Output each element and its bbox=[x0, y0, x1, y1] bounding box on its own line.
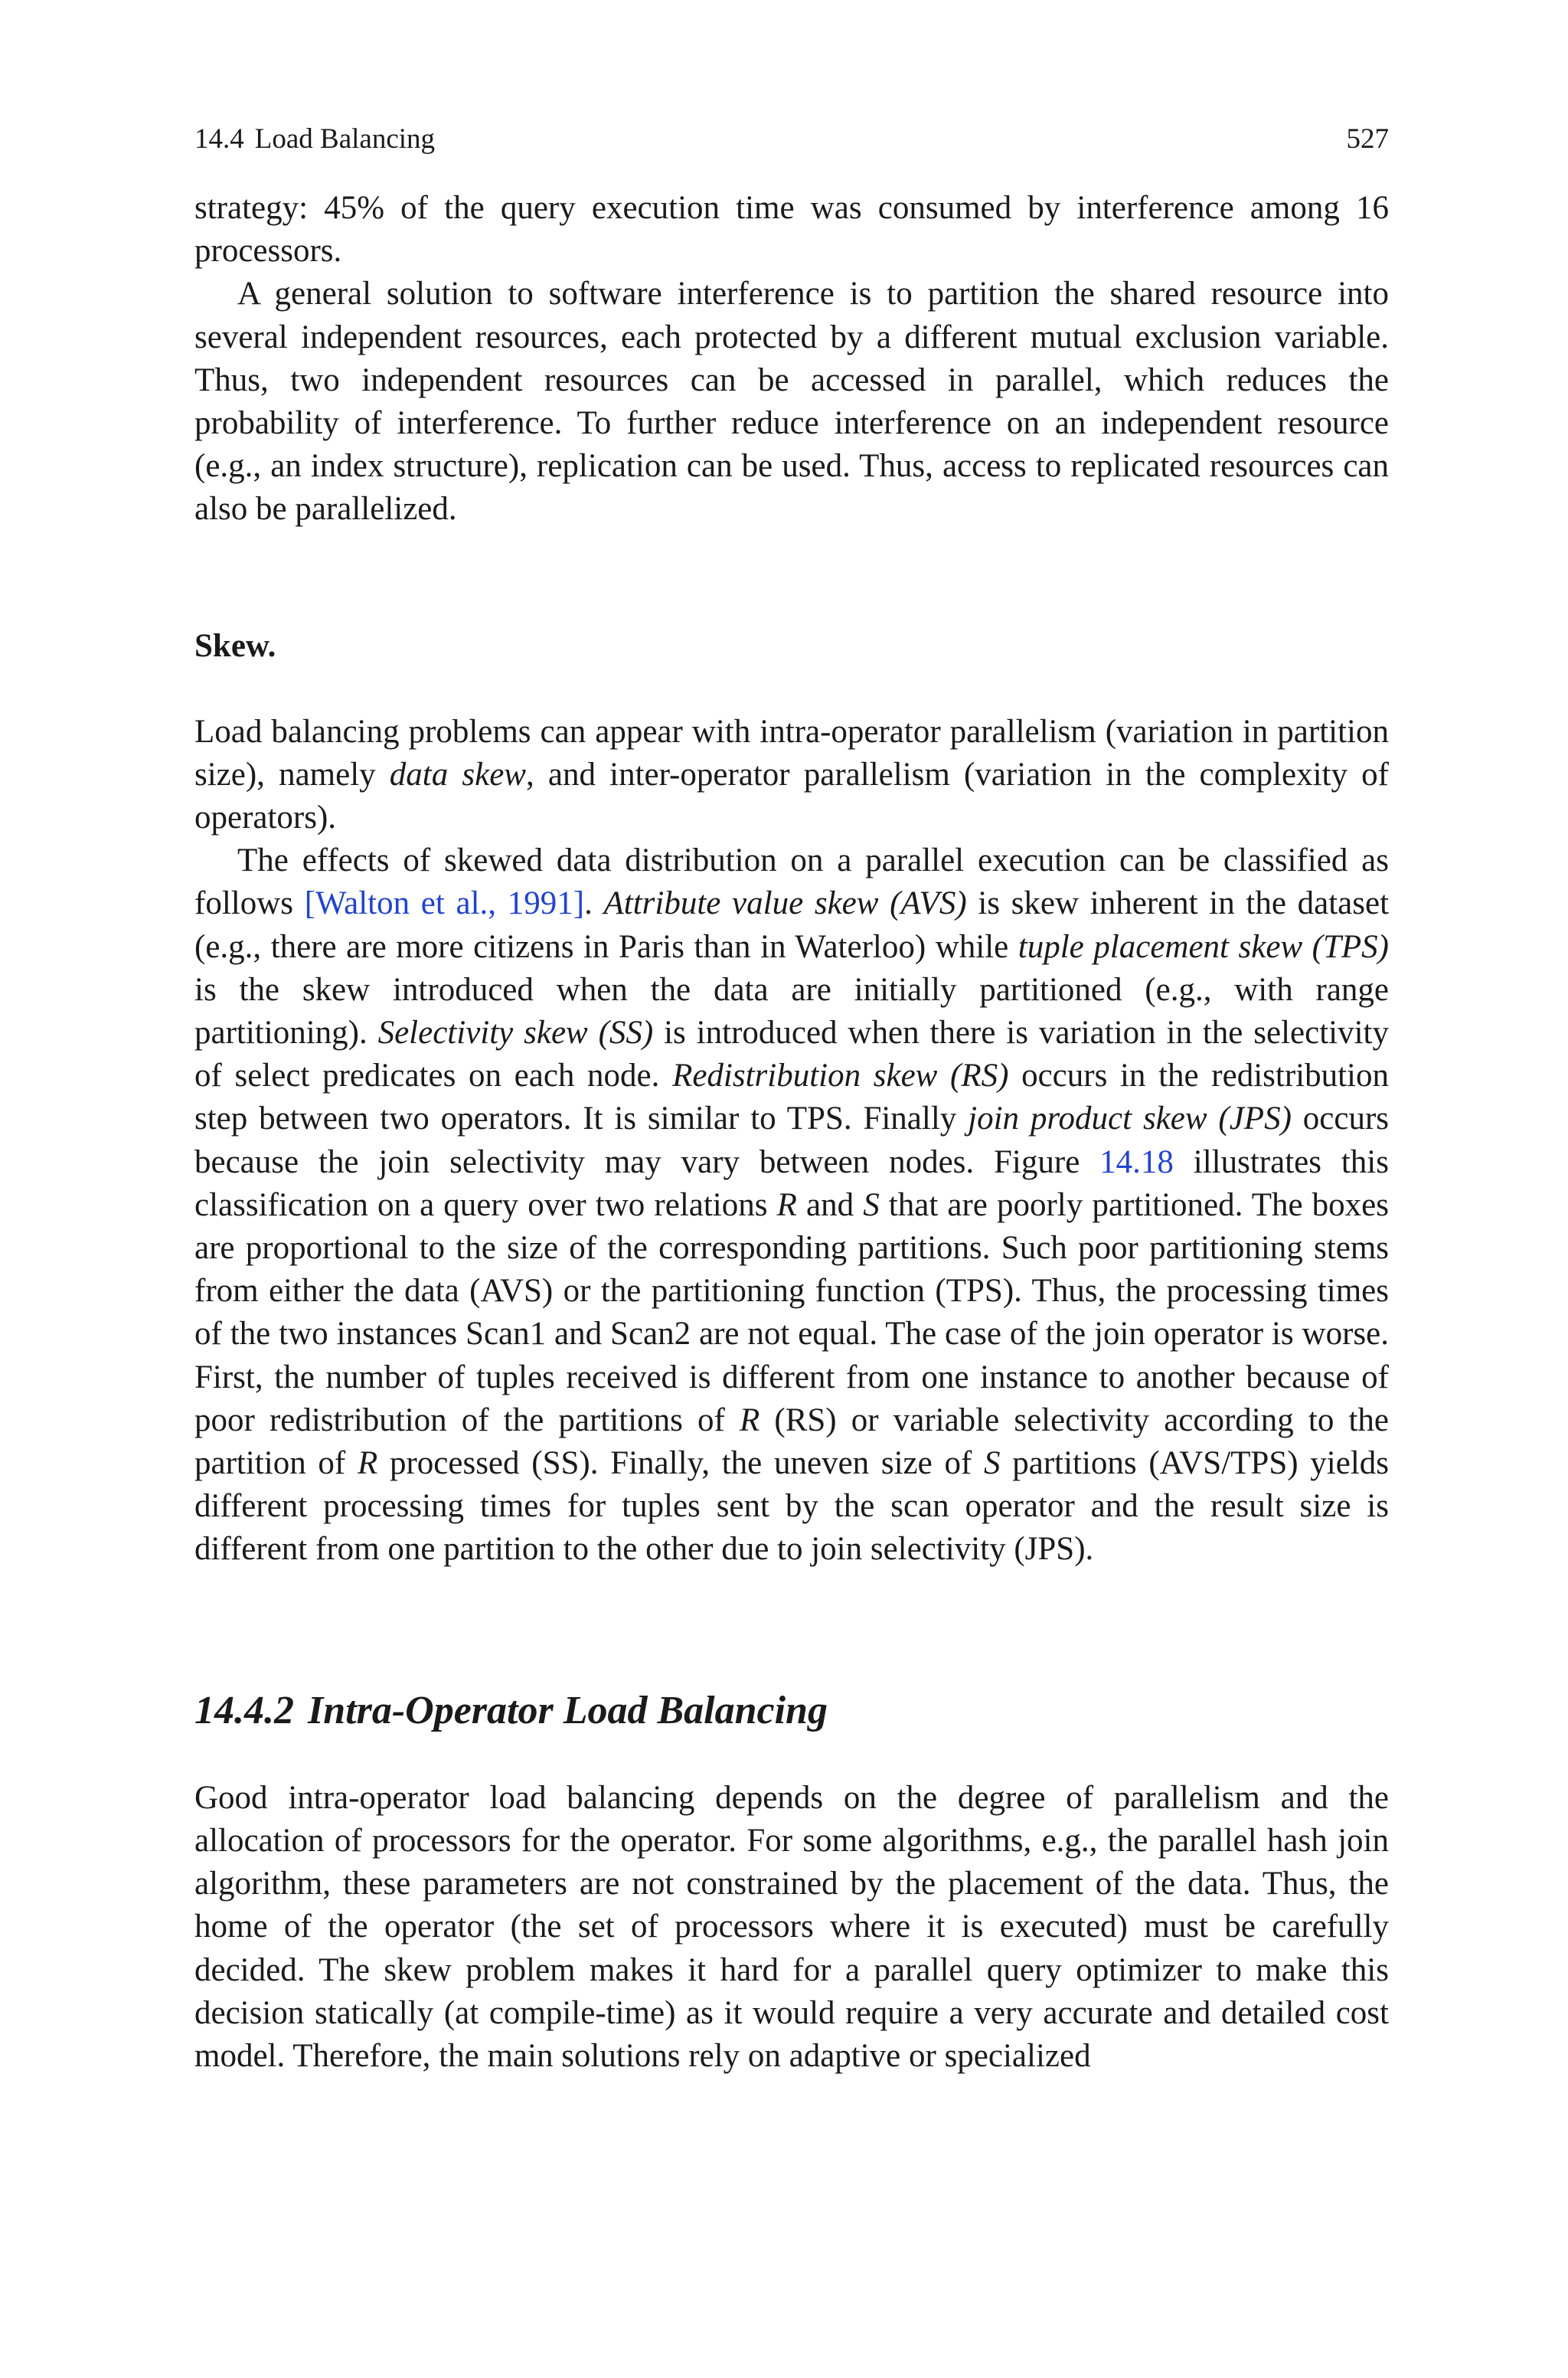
skew-paragraph-1: Load balancing problems can appear with intra-operator parallelism (variation in partition size), namely data skew, and inter-operator parallelism (variation in the complexity of operators). bbox=[194, 713, 1389, 836]
term-ss: Selectivity skew (SS) bbox=[377, 1015, 654, 1052]
term-avs: Attribute value skew (AVS) bbox=[603, 885, 967, 922]
skew-paragraph-2: The effects of skewed data distribution on a parallel execution can be classified as follows [Walton et al., 1991]. Attribute value skew (AVS) is skew inherent in the dataset (e.g., there are more citizens in Paris than in Waterloo) while tuple placement skew (TPS) is the skew introduced when the data are initially partitioned (e.g., with range partitioning). Selectivity skew (SS) is introduced when there is variation in the selectivity of select predicates on each node. Redistribution skew (RS) occurs in the redistribution step between two operators. It is similar to TPS. Finally join product skew (JPS) occurs because the join selectivity may vary between nodes. Figure 14.18 illustrates this classification on a query over two relations R and S that are poorly partitioned. The boxes are proportional to the size of the corresponding partitions. Such poor partitioning stems from either the data (AVS) or the partitioning function (TPS). Thus, the processing times of the two instances Scan1 and Scan2 are not equal. The case of the join operator is worse. First, the number of tuples received is different from one instance to another because of poor redistribution of the partitions of R (RS) or variable selectivity according to the partition of R processed (SS). Finally, the uneven size of S partitions (AVS/TPS) yields different processing times for tuples sent by the scan operator and the result size is different from one partition to the other due to join selectivity (JPS). bbox=[194, 842, 1390, 1568]
section-heading bbox=[194, 1688, 1389, 1734]
section-number: 14.4.2 bbox=[194, 1688, 294, 1732]
intro-paragraph-2: A general solution to software interference is to partition the shared resource into several independent resources, each protected by a different mutual exclusion variable. Thus, two independent resources can be accessed in parallel, which reduces the probability of interference. To further reduce interference on an independent resource (e.g., an index structure), replication can be used. Thus, access to replicated resources can also be parallelized. bbox=[194, 276, 1389, 528]
term-data-skew: data skew bbox=[389, 756, 526, 793]
running-head-section-number: 14.4 bbox=[194, 123, 244, 155]
running-head-section-title: Load Balancing bbox=[254, 123, 436, 155]
running-head bbox=[194, 123, 1389, 156]
section-title: Intra-Operator Load Balancing bbox=[308, 1688, 828, 1732]
running-head-section bbox=[194, 123, 435, 156]
term-tps: tuple placement skew (TPS) bbox=[1018, 928, 1389, 965]
section-paragraph-1: Good intra-operator load balancing depends on the degree of parallelism and the allocation of processors for the operator. For some algorithms, e.g., the parallel hash join algorithm, these parameters are not constrained by the placement of the data. Thus, the home of the operator (the set of processors where it is executed) must be carefully decided. The skew problem makes it hard for a parallel query optimizer to make this decision statically (at compile-time) as it would require a very accurate and detailed cost model. Therefore, the main solutions rely on adaptive or specialized bbox=[194, 1779, 1389, 2074]
term-jps: join product skew (JPS) bbox=[968, 1101, 1292, 1137]
page bbox=[194, 123, 1389, 2078]
skew-heading: Skew. bbox=[194, 627, 276, 664]
page-number: 527 bbox=[1346, 123, 1389, 155]
intro-paragraph-1: strategy: 45% of the query execution time was consumed by interference among 16 processors. bbox=[194, 190, 1389, 270]
figure-ref-link[interactable]: 14.18 bbox=[1099, 1143, 1174, 1180]
citation-link-walton-1991[interactable]: [Walton et al., 1991] bbox=[304, 885, 585, 922]
term-rs: Redistribution skew (RS) bbox=[672, 1058, 1009, 1094]
